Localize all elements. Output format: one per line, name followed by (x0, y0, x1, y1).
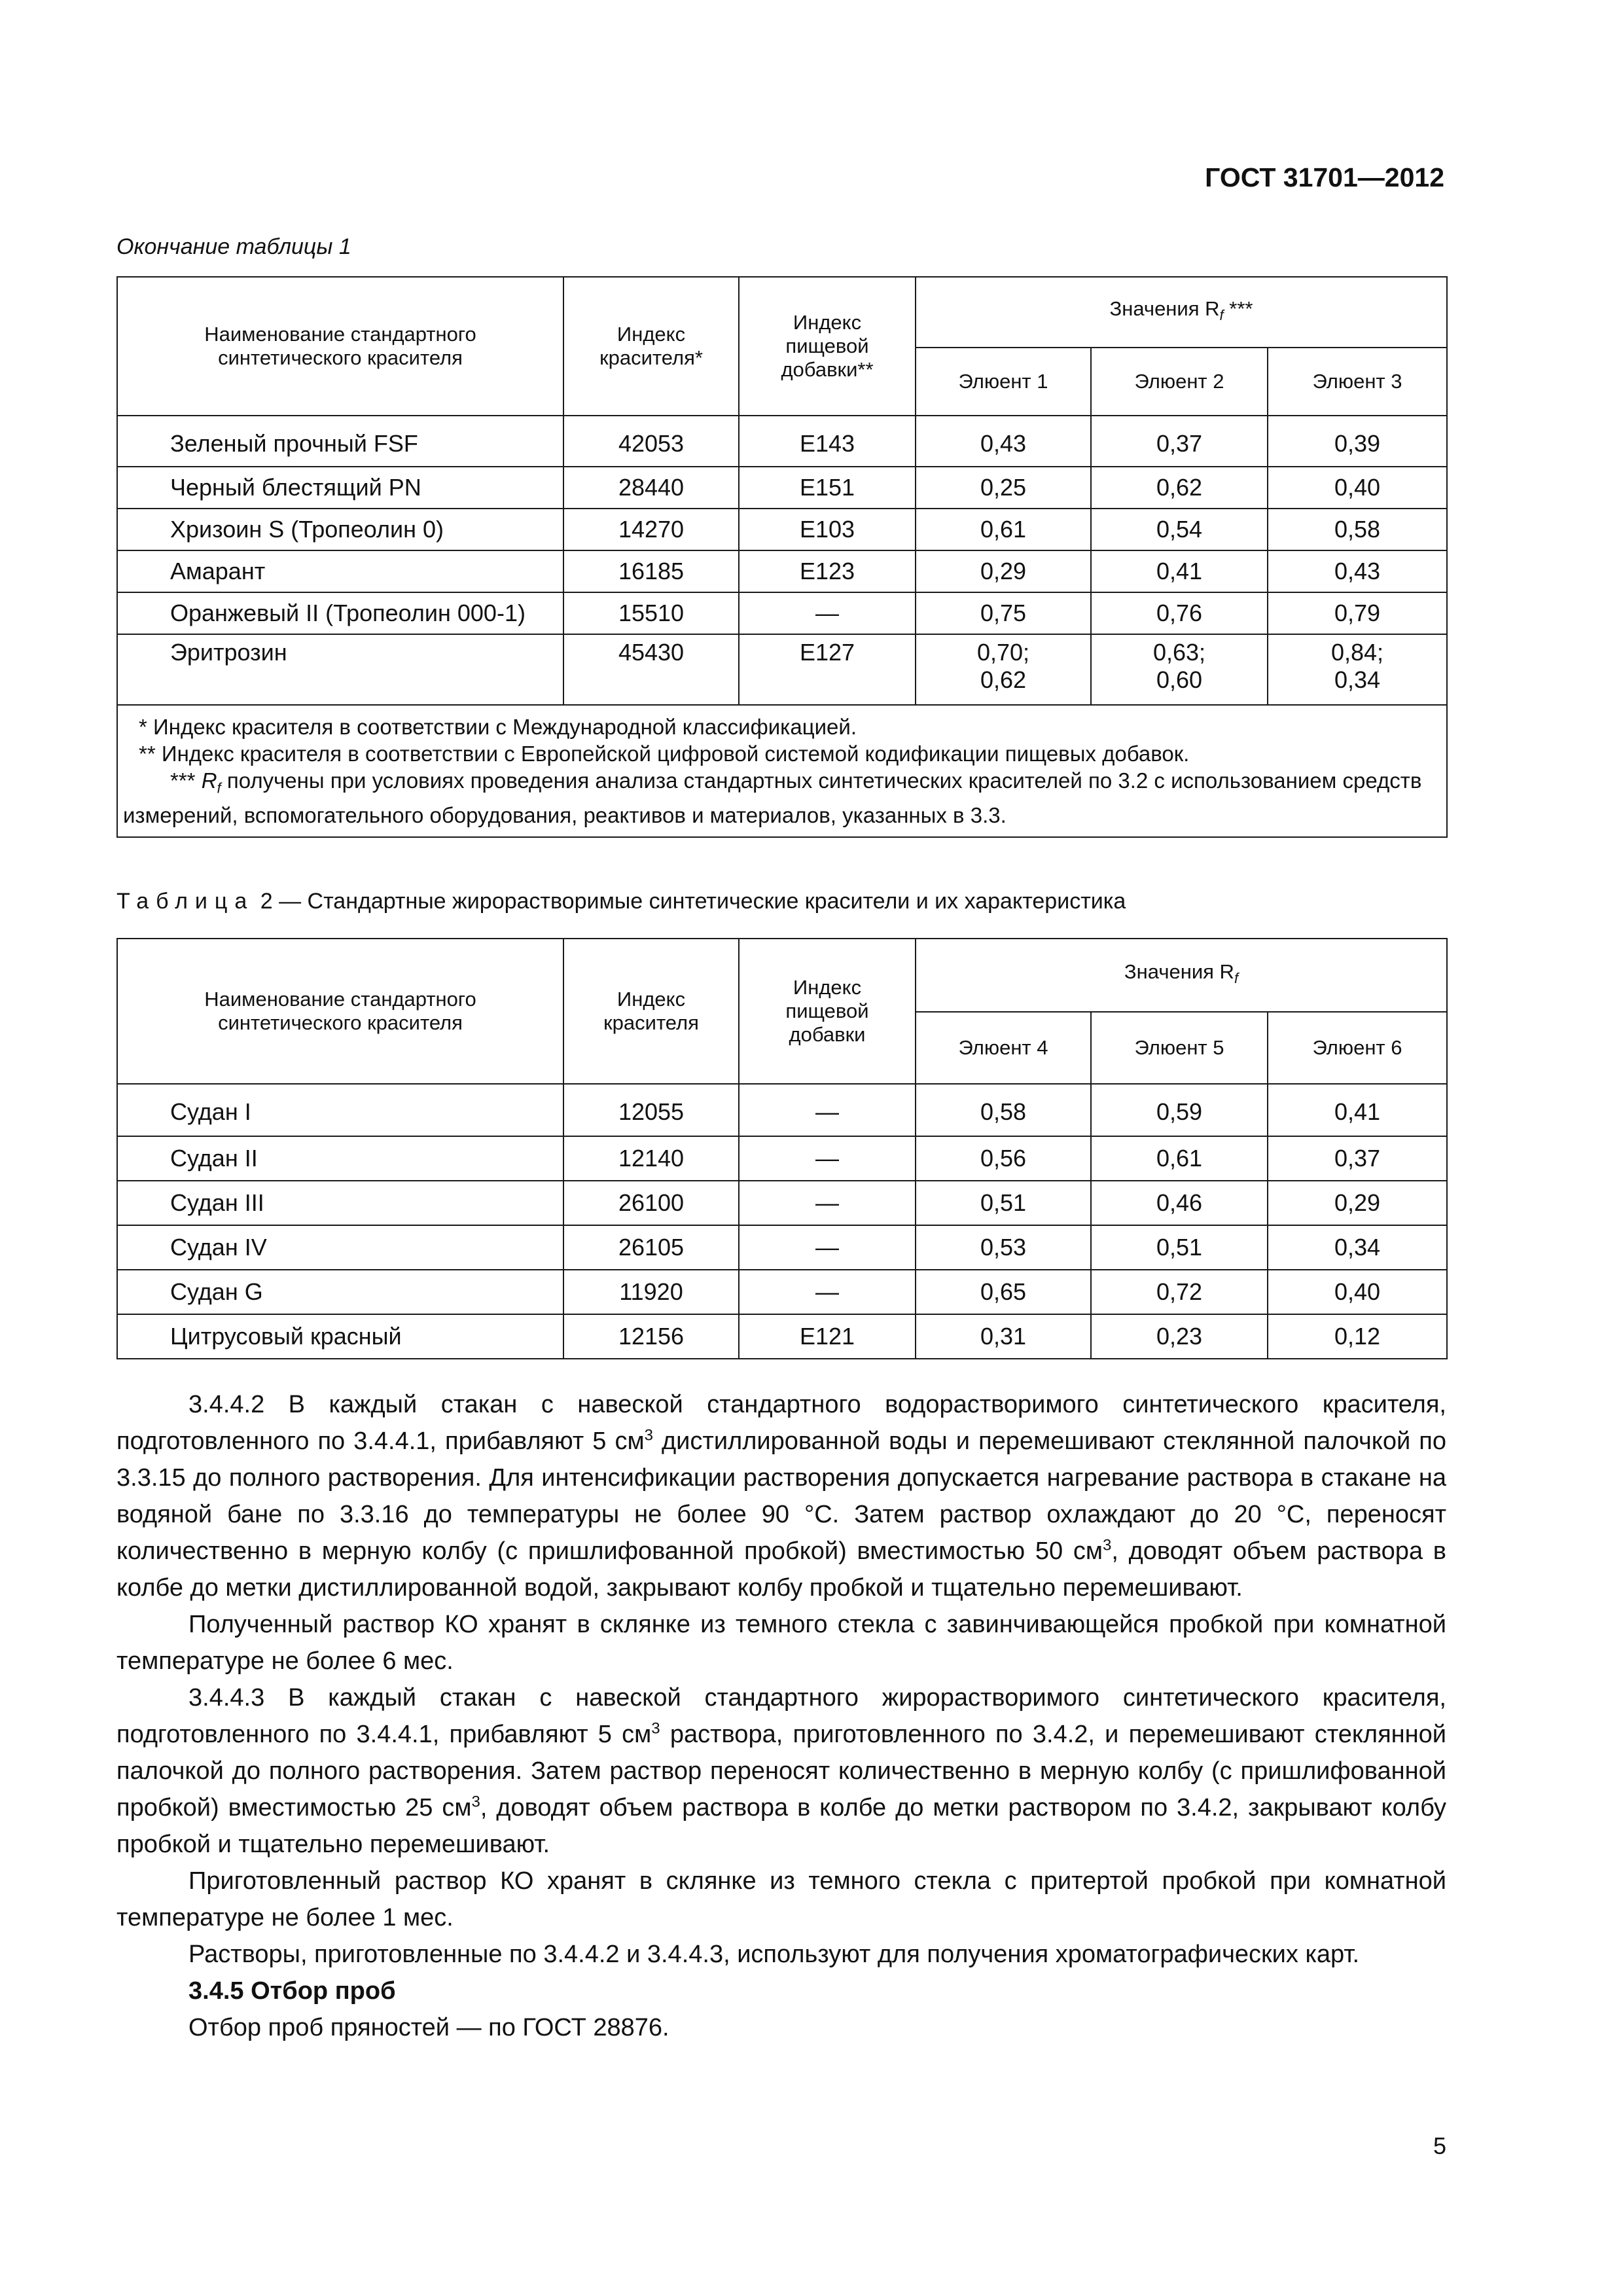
table2-caption (116, 889, 1126, 914)
rf-value: 0,43 (1268, 550, 1447, 592)
rf-value: 0,29 (1268, 1181, 1447, 1225)
dye-index: 26105 (563, 1225, 739, 1270)
rf-value: 0,79 (1268, 592, 1447, 634)
text-run: раствора, приготовленного по 3.4.2, и перемешивают стеклянной палочкой до полного растворения. Затем раствор переносят количественно в мерную колбу (с пришлифованной пробкой) вместимостью 25 см (116, 1721, 1446, 1821)
t1-header-food-index: Индекс пищевой добавки** (739, 277, 916, 416)
rf-value-line: 0,60 (1156, 666, 1203, 693)
dye-name: Черный блестящий PN (117, 467, 563, 509)
rf-value: 0,51 (916, 1181, 1091, 1225)
food-index: — (739, 1270, 916, 1314)
table2-caption-text: 2 — Стандартные жирорастворимые синтетические красители и их характеристика (254, 889, 1126, 914)
text-run: 3.4.4.2 В каждый стакан с навеской стандартного водорастворимого синтетического красителя, подготовленного по 3.4.4.1, прибавляют 5 см (116, 1391, 1446, 1455)
dye-index: 28440 (563, 467, 739, 509)
rf-value: 0,51 (1091, 1225, 1268, 1270)
dye-index: 12055 (563, 1084, 739, 1136)
t1-rf-prefix: Значения R (1109, 296, 1220, 320)
paragraph: Растворы, приготовленные по 3.4.4.2 и 3.4.4.3, используют для получения хроматографических карт. (188, 1941, 1360, 1968)
t2-rf-sub: f (1234, 970, 1239, 987)
rf-value: 0,31 (916, 1314, 1091, 1359)
t2-header-name: Наименование стандартного синтетического красителя (117, 939, 563, 1084)
t1-header-dye-index: Индекс красителя* (563, 277, 739, 416)
table-row (117, 1314, 1447, 1359)
rf-value: 0,43 (916, 416, 1091, 467)
rf-value: 0,34 (1268, 1225, 1447, 1270)
paragraph: Полученный раствор КО хранят в склянке из темного стекла с завинчивающейся пробкой при комнатной температуре не более 6 мес. (116, 1611, 1446, 1675)
table-row (117, 416, 1447, 467)
footnote-3-mark: *** (170, 768, 196, 793)
body-text (116, 1386, 1446, 2046)
t1-header-eluent: Элюент 1 (916, 348, 1091, 416)
dye-name: Амарант (117, 550, 563, 592)
section-heading: 3.4.5 Отбор проб (188, 1977, 396, 2005)
t1-header-eluent: Элюент 3 (1268, 348, 1447, 416)
footnote-3-rf: R (201, 768, 217, 793)
food-index: Е127 (739, 634, 916, 705)
text-run: , доводят объем раствора в колбе до метки дистиллированной водой, закрывают колбу пробкой и тщательно перемешивают. (116, 1537, 1446, 1602)
dye-name: Судан IV (117, 1225, 563, 1270)
superscript: 3 (644, 1426, 653, 1444)
dye-index: 45430 (563, 634, 739, 705)
document-code: ГОСТ 31701—2012 (1205, 162, 1444, 192)
table1-footnotes (117, 705, 1447, 837)
dye-index: 42053 (563, 416, 739, 467)
footnote-2: ** Индекс красителя в соответствии с Европейской цифровой системой кодификации пищевых добавок. (139, 742, 1190, 766)
t1-rf-suffix: *** (1223, 296, 1253, 320)
t2-header-food-index: Индекс пищевой добавки (739, 939, 916, 1084)
t2-header-eluent: Элюент 4 (916, 1012, 1091, 1084)
text-run: , доводят объем раствора в колбе до метки раствором по 3.4.2, закрывают колбу пробкой и тщательно перемешивают. (116, 1794, 1446, 1858)
superscript: 3 (1102, 1536, 1112, 1554)
dye-name: Зеленый прочный FSF (117, 416, 563, 467)
rf-value (916, 634, 1091, 705)
rf-value: 0,76 (1091, 592, 1268, 634)
dye-index: 11920 (563, 1270, 739, 1314)
table-row (117, 1270, 1447, 1314)
paragraph (116, 1386, 1446, 1606)
food-index: — (739, 1084, 916, 1136)
table-row (117, 550, 1447, 592)
rf-value: 0,58 (916, 1084, 1091, 1136)
footnote-3-rf-sub: f (217, 780, 221, 797)
t2-header-eluent: Элюент 5 (1091, 1012, 1268, 1084)
rf-value-line: 0,84; (1330, 639, 1384, 666)
dye-index: 15510 (563, 592, 739, 634)
rf-value: 0,61 (1091, 1136, 1268, 1181)
table-row (117, 1225, 1447, 1270)
text-run: 3.4.4.3 В каждый стакан с навеской стандартного жирорастворимого синтетического красителя, подготовленного по 3.4.4.1, прибавляют 5 см (116, 1684, 1446, 1748)
rf-value: 0,56 (916, 1136, 1091, 1181)
dye-index: 14270 (563, 509, 739, 550)
t2-rf-prefix: Значения R (1124, 960, 1234, 983)
superscript: 3 (651, 1719, 660, 1738)
t1-header-rf-group (916, 277, 1447, 348)
rf-value: 0,25 (916, 467, 1091, 509)
table-row (117, 634, 1447, 705)
dye-index: 26100 (563, 1181, 739, 1225)
food-index: Е121 (739, 1314, 916, 1359)
food-index: Е123 (739, 550, 916, 592)
rf-value: 0,37 (1268, 1136, 1447, 1181)
footnote-3-text: получены при условиях проведения анализа стандартных синтетических красителей по 3.2 с использованием средств измерений, вспомогательного оборудования, реактивов и материалов, указанных в 3.3. (123, 768, 1422, 827)
text-run: дистиллированной воды и перемешивают стеклянной палочкой по 3.3.15 до полного растворения. Для интенсификации растворения допускается нагревание раствора в стакане на водяной бане по 3.3.16 до температуры не более 90 °С. Затем раствор охлаждают до 20 °С, переносят количественно в мерную колбу (с пришлифованной пробкой) вместимостью 50 см (116, 1427, 1446, 1565)
rf-value: 0,72 (1091, 1270, 1268, 1314)
paragraph (116, 1679, 1446, 1863)
rf-value: 0,39 (1268, 416, 1447, 467)
rf-value: 0,12 (1268, 1314, 1447, 1359)
rf-value-line: 0,70; (976, 639, 1030, 666)
table-row (117, 1084, 1447, 1136)
superscript: 3 (471, 1793, 480, 1811)
table2-caption-label: Таблица (116, 889, 255, 914)
table1-caption: Окончание таблицы 1 (116, 234, 351, 259)
t1-header-eluent: Элюент 2 (1091, 348, 1268, 416)
dye-name: Эритрозин (117, 634, 563, 705)
t2-header-dye-index: Индекс красителя (563, 939, 739, 1084)
rf-value: 0,53 (916, 1225, 1091, 1270)
dye-index: 16185 (563, 550, 739, 592)
table-row (117, 509, 1447, 550)
rf-value-line: 0,62 (980, 666, 1027, 693)
rf-value: 0,37 (1091, 416, 1268, 467)
table1 (116, 276, 1448, 838)
table-row (117, 1136, 1447, 1181)
dye-name: Хризоин S (Тропеолин 0) (117, 509, 563, 550)
rf-value: 0,62 (1091, 467, 1268, 509)
rf-value (1091, 634, 1268, 705)
food-index: Е103 (739, 509, 916, 550)
table-row (117, 592, 1447, 634)
table-row (117, 467, 1447, 509)
rf-value: 0,58 (1268, 509, 1447, 550)
food-index: Е143 (739, 416, 916, 467)
rf-value: 0,41 (1268, 1084, 1447, 1136)
t2-header-eluent: Элюент 6 (1268, 1012, 1447, 1084)
rf-value: 0,41 (1091, 550, 1268, 592)
food-index: — (739, 1136, 916, 1181)
dye-name: Судан II (117, 1136, 563, 1181)
t1-header-name: Наименование стандартного синтетического красителя (117, 277, 563, 416)
table-row (117, 1181, 1447, 1225)
rf-value: 0,29 (916, 550, 1091, 592)
table2 (116, 938, 1448, 1359)
rf-value: 0,54 (1091, 509, 1268, 550)
rf-value: 0,59 (1091, 1084, 1268, 1136)
rf-value: 0,40 (1268, 467, 1447, 509)
dye-index: 12156 (563, 1314, 739, 1359)
food-index: Е151 (739, 467, 916, 509)
dye-name: Оранжевый II (Тропеолин 000-1) (117, 592, 563, 634)
t2-header-rf-group (916, 939, 1447, 1012)
footnote-1: * Индекс красителя в соответствии с Международной классификацией. (139, 715, 857, 739)
rf-value: 0,46 (1091, 1181, 1268, 1225)
rf-value: 0,40 (1268, 1270, 1447, 1314)
rf-value: 0,23 (1091, 1314, 1268, 1359)
dye-name: Судан I (117, 1084, 563, 1136)
rf-value: 0,75 (916, 592, 1091, 634)
food-index: — (739, 1225, 916, 1270)
rf-value-line: 0,34 (1334, 666, 1381, 693)
paragraph: Приготовленный раствор КО хранят в склянке из темного стекла с притертой пробкой при комнатной температуре не более 1 мес. (116, 1867, 1446, 1931)
dye-name: Судан G (117, 1270, 563, 1314)
dye-name: Цитрусовый красный (117, 1314, 563, 1359)
rf-value: 0,61 (916, 509, 1091, 550)
paragraph: Отбор проб пряностей — по ГОСТ 28876. (188, 2014, 669, 2041)
rf-value-line: 0,63; (1152, 639, 1206, 666)
rf-value (1268, 634, 1447, 705)
footnote-3 (123, 767, 1440, 829)
rf-value: 0,65 (916, 1270, 1091, 1314)
dye-name: Судан III (117, 1181, 563, 1225)
dye-index: 12140 (563, 1136, 739, 1181)
t1-rf-sub: f (1219, 307, 1224, 324)
food-index: — (739, 592, 916, 634)
food-index: — (739, 1181, 916, 1225)
page-number: 5 (1433, 2132, 1446, 2159)
